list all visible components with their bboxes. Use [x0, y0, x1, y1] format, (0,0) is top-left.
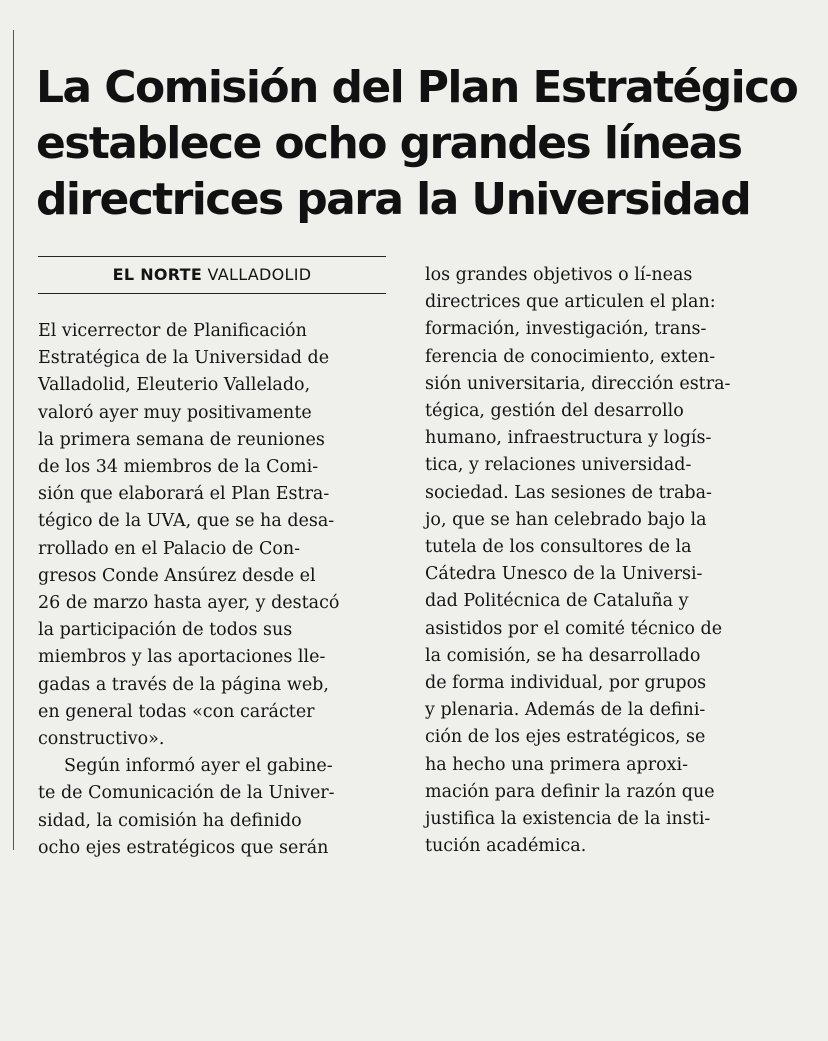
text-line: ción de los ejes estratégicos, se: [425, 727, 706, 748]
text-line: constructivo».: [38, 729, 165, 750]
text-line: en general todas «con carácter: [38, 701, 315, 722]
headline: [36, 60, 806, 228]
article-column-left: [38, 318, 390, 862]
text-line: 26 de marzo hasta ayer, y destacó: [38, 593, 340, 614]
text-line: justifica la existencia de la insti-: [425, 809, 711, 830]
text-line: El vicerrector de Planificación: [38, 321, 307, 341]
text-line: asistidos por el comité técnico de: [425, 618, 723, 639]
text-line: humano, infraestructura y logís-: [425, 428, 712, 449]
text-line: tución académica.: [425, 836, 587, 857]
column-rule: [13, 30, 14, 850]
text-line: de los 34 miembros de la Comi-: [38, 457, 319, 478]
text-line: de forma individual, por grupos: [425, 673, 707, 694]
text-line: la comisión, se ha desarrollado: [425, 645, 701, 666]
text-line: dad Politécnica de Cataluña y: [425, 591, 689, 612]
text-line: tégica, gestión del desarrollo: [425, 401, 684, 422]
text-line: y plenaria. Además de la defini-: [425, 700, 706, 721]
text-line: formación, investigación, trans-: [425, 319, 707, 340]
text-line: Valladolid, Eleuterio Vallelado,: [38, 375, 311, 396]
byline-city: VALLADOLID: [207, 265, 312, 284]
headline-line: La Comisión del Plan Estratégico: [36, 62, 798, 113]
text-line: la primera semana de reuniones: [38, 429, 325, 450]
text-line: jo, que se han celebrado bajo la: [425, 509, 707, 530]
text-line: sidad, la comisión ha definido: [38, 810, 302, 831]
text-line: sión universitaria, dirección estra-: [425, 373, 731, 394]
text-line: tica, y relaciones universidad-: [425, 455, 692, 476]
paragraph-1: [38, 318, 390, 753]
byline: [38, 256, 386, 294]
text-line: los grandes objetivos o lí-neas: [425, 265, 693, 285]
text-line: rrollado en el Palacio de Con-: [38, 538, 301, 559]
text-line: tégico de la UVA, que se ha desa-: [38, 511, 335, 532]
text-line: ha hecho una primera aproxi-: [425, 754, 688, 775]
text-line: sociedad. Las sesiones de traba-: [425, 482, 712, 503]
headline-line: directrices para la Universidad: [36, 174, 751, 225]
text-line: sión que elaborará el Plan Estra-: [38, 484, 330, 505]
headline-line: establece ocho grandes líneas: [36, 118, 742, 169]
paragraph-2: [38, 753, 390, 862]
text-line: valoró ayer muy positivamente: [38, 402, 312, 423]
text-line: te de Comunicación de la Univer-: [38, 783, 335, 804]
text-line: gresos Conde Ansúrez desde el: [38, 565, 316, 586]
text-line: la participación de todos sus: [38, 620, 293, 641]
text-line: directrices que articulen el plan:: [425, 292, 716, 313]
text-line: mación para definir la razón que: [425, 781, 715, 802]
text-line: ocho ejes estratégicos que serán: [38, 837, 329, 858]
text-line: Según informó ayer el gabine-: [64, 756, 333, 777]
text-line: tutela de los consultores de la: [425, 537, 692, 558]
text-line: ferencia de conocimiento, exten-: [425, 346, 716, 367]
text-line: miembros y las aportaciones lle-: [38, 647, 326, 668]
byline-paper: EL NORTE: [112, 265, 203, 284]
text-line: Cátedra Unesco de la Universi-: [425, 564, 703, 585]
article-column-right: [425, 262, 785, 860]
text-line: Estratégica de la Universidad de: [38, 348, 330, 369]
text-line: gadas a través de la página web,: [38, 674, 329, 695]
paragraph-3: [425, 262, 785, 860]
